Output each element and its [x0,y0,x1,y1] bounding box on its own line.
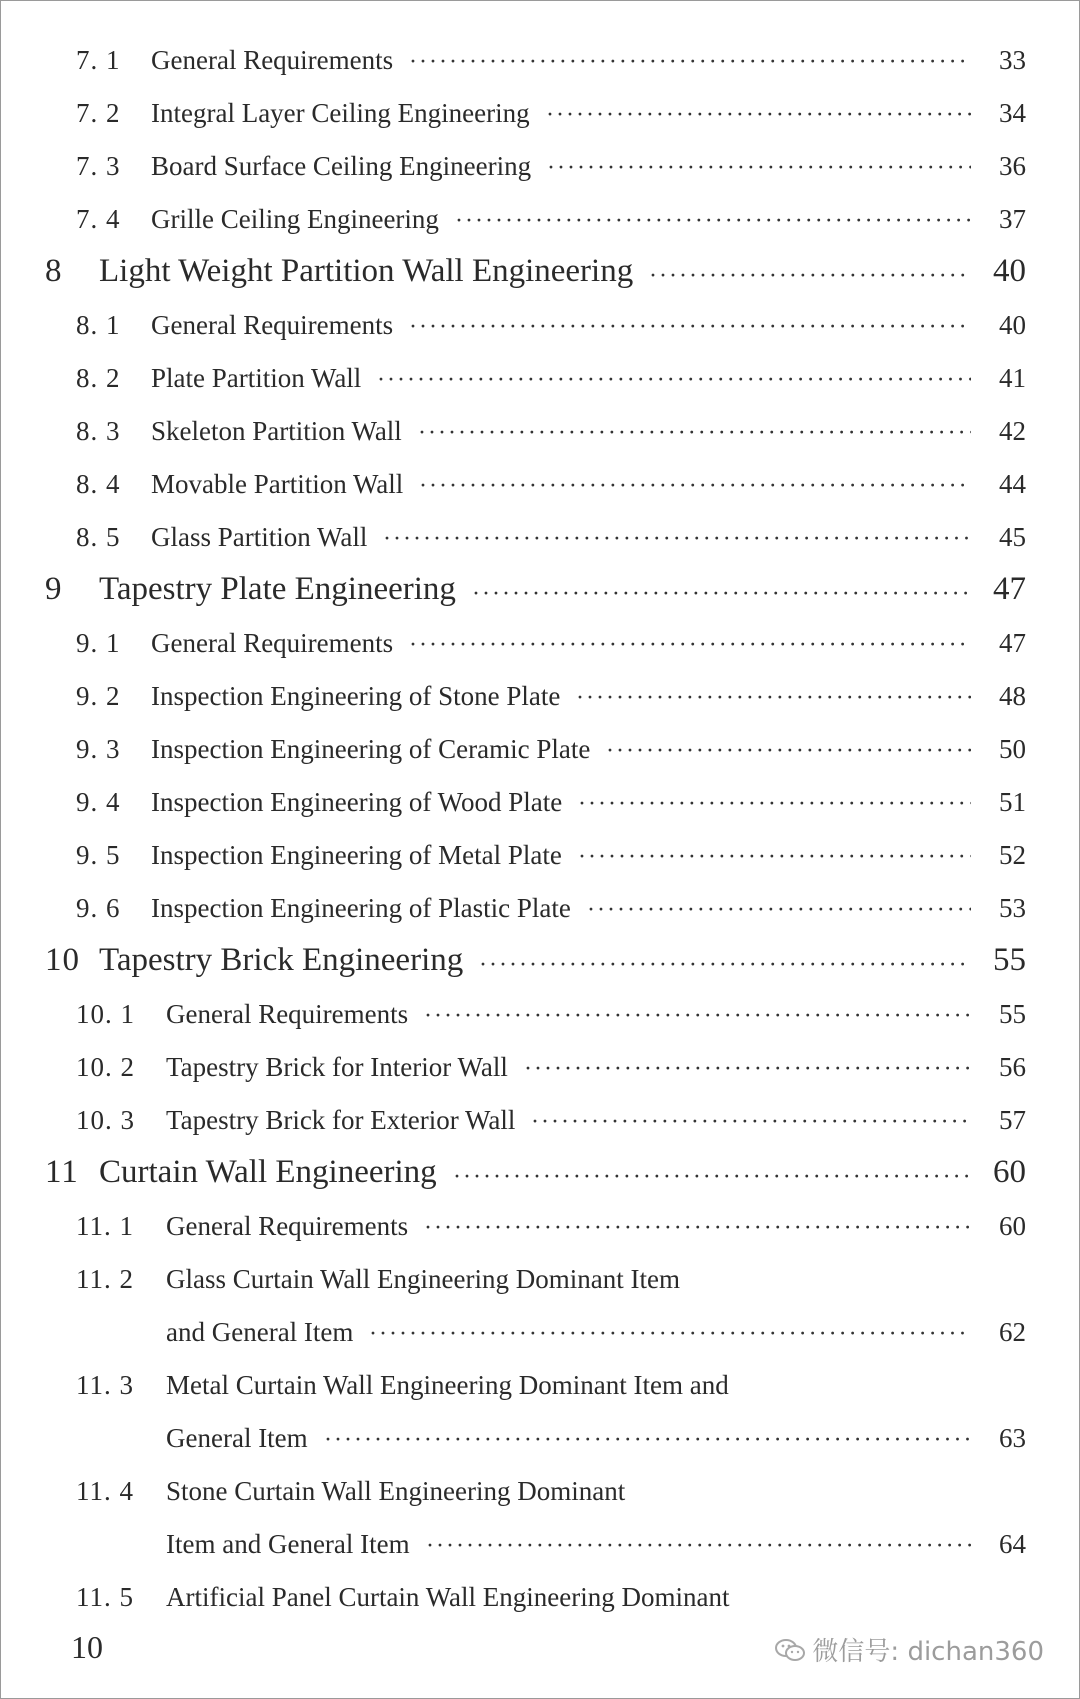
dot-leader [479,952,971,979]
toc-entry-page: 55 [993,942,1026,978]
toc-entry-page: 50 [999,734,1026,764]
dot-leader [472,581,971,608]
toc-entry-page: 52 [999,840,1026,870]
dot-leader [419,473,971,500]
toc-section-entry-continuation[interactable] [1,1419,1080,1472]
dot-leader [409,314,971,341]
toc-entry-title: Movable Partition Wall [151,469,404,499]
toc-entry-page: 41 [999,363,1026,393]
dot-leader [377,367,971,394]
toc-entry-number: 7. 2 [76,98,121,128]
toc-entry-page: 55 [999,999,1026,1029]
toc-entry-page: 63 [999,1423,1026,1453]
toc-section-entry[interactable] [1,359,1080,412]
toc-entry-number: 10. 3 [76,1105,135,1135]
toc-entry-number: 8. 5 [76,522,121,552]
wechat-icon [774,1637,806,1663]
dot-leader [531,1109,971,1136]
dot-leader [453,1164,971,1191]
toc-section-entry[interactable] [1,1207,1080,1260]
toc-chapter-entry[interactable] [1,571,1080,624]
toc-entry-title: Inspection Engineering of Wood Plate [151,787,563,817]
toc-entry-number: 7. 1 [76,45,121,75]
toc-entry-page: 47 [993,571,1026,607]
toc-section-entry[interactable] [1,518,1080,571]
toc-entry-page: 53 [999,893,1026,923]
toc-entry-title: Artificial Panel Curtain Wall Engineering Dominant [166,1582,730,1612]
toc-entry-title: Metal Curtain Wall Engineering Dominant Item and [166,1370,729,1400]
toc-entry-number: 8 [45,253,63,289]
toc-entry-page: 62 [999,1317,1026,1347]
dot-leader [418,420,971,447]
toc-entry-number: 11. 1 [76,1211,134,1241]
toc-section-entry[interactable] [1,836,1080,889]
table-of-contents [1,41,1080,1631]
toc-entry-number: 11. 5 [76,1582,134,1612]
toc-section-entry[interactable] [1,306,1080,359]
toc-entry-title-continued: General Item [166,1423,308,1453]
toc-entry-page: 60 [999,1211,1026,1241]
toc-entry-number: 9. 5 [76,840,121,870]
toc-entry-title: Skeleton Partition Wall [151,416,402,446]
toc-section-entry[interactable] [1,200,1080,253]
toc-chapter-entry[interactable] [1,942,1080,995]
toc-entry-page: 42 [999,416,1026,446]
toc-entry-title: General Requirements [166,1211,409,1241]
dot-leader [606,738,971,765]
toc-entry-page: 64 [999,1529,1026,1559]
page-number: 10 [71,1629,103,1665]
toc-section-entry[interactable] [1,1578,1080,1631]
toc-entry-number: 9. 3 [76,734,121,764]
dot-leader [409,49,971,76]
toc-section-entry[interactable] [1,995,1080,1048]
toc-section-entry[interactable] [1,465,1080,518]
toc-entry-page: 47 [999,628,1026,658]
toc-entry-title: General Requirements [166,999,409,1029]
dot-leader [369,1321,971,1348]
toc-entry-title: Integral Layer Ceiling Engineering [151,98,530,128]
toc-entry-number: 11. 4 [76,1476,134,1506]
toc-entry-page: 40 [999,310,1026,340]
dot-leader [587,897,971,924]
toc-entry-number: 8. 1 [76,310,121,340]
dot-leader [649,263,971,290]
toc-entry-title: Plate Partition Wall [151,363,362,393]
dot-leader [547,155,971,182]
toc-entry-number: 10. 1 [76,999,135,1029]
toc-entry-number: 10 [45,942,80,978]
dot-leader [578,844,971,871]
toc-entry-number: 8. 4 [76,469,121,499]
toc-section-entry-continuation[interactable] [1,1525,1080,1578]
watermark-text: 微信号: dichan360 [812,1637,1044,1667]
toc-entry-page: 45 [999,522,1026,552]
toc-entry-title: Grille Ceiling Engineering [151,204,439,234]
toc-entry-page: 33 [999,45,1026,75]
toc-entry-number: 7. 4 [76,204,121,234]
toc-section-entry[interactable] [1,889,1080,942]
toc-entry-number: 8. 3 [76,416,121,446]
toc-section-entry[interactable] [1,94,1080,147]
toc-section-entry[interactable] [1,1260,1080,1313]
dot-leader [424,1003,971,1030]
toc-entry-number: 10. 2 [76,1052,135,1082]
toc-entry-title: Inspection Engineering of Stone Plate [151,681,561,711]
toc-chapter-entry[interactable] [1,253,1080,306]
toc-entry-page: 34 [999,98,1026,128]
toc-entry-page: 56 [999,1052,1026,1082]
toc-section-entry[interactable] [1,624,1080,677]
dot-leader [383,526,971,553]
toc-entry-page: 37 [999,204,1026,234]
toc-entry-number: 11. 3 [76,1370,134,1400]
toc-entry-title: Board Surface Ceiling Engineering [151,151,532,181]
toc-entry-title: General Requirements [151,310,394,340]
toc-entry-title: Glass Partition Wall [151,522,368,552]
toc-entry-number: 9. 1 [76,628,121,658]
toc-entry-title: Light Weight Partition Wall Engineering [99,253,634,289]
toc-entry-number: 11. 2 [76,1264,134,1294]
toc-entry-page: 51 [999,787,1026,817]
toc-entry-title: General Requirements [151,628,394,658]
toc-chapter-entry[interactable] [1,1154,1080,1207]
dot-leader [546,102,971,129]
toc-entry-title-continued: Item and General Item [166,1529,410,1559]
toc-entry-title-continued: and General Item [166,1317,354,1347]
toc-entry-number: 9. 4 [76,787,121,817]
watermark [774,1631,1044,1668]
toc-entry-title: Stone Curtain Wall Engineering Dominant [166,1476,626,1506]
dot-leader [578,791,971,818]
toc-section-entry[interactable] [1,41,1080,94]
toc-section-entry[interactable] [1,147,1080,200]
toc-entry-number: 9. 6 [76,893,121,923]
toc-entry-number: 9. 2 [76,681,121,711]
toc-entry-number: 7. 3 [76,151,121,181]
toc-entry-page: 36 [999,151,1026,181]
toc-entry-number: 8. 2 [76,363,121,393]
dot-leader [576,685,971,712]
toc-entry-title: Tapestry Brick for Interior Wall [166,1052,508,1082]
toc-entry-title: Curtain Wall Engineering [99,1154,437,1190]
toc-entry-page: 60 [993,1154,1026,1190]
toc-entry-title: General Requirements [151,45,394,75]
dot-leader [409,632,971,659]
toc-section-entry[interactable] [1,677,1080,730]
toc-section-entry-continuation[interactable] [1,1313,1080,1366]
toc-entry-page: 57 [999,1105,1026,1135]
toc-entry-title: Tapestry Plate Engineering [99,571,456,607]
toc-entry-title: Tapestry Brick for Exterior Wall [166,1105,516,1135]
toc-entry-title: Glass Curtain Wall Engineering Dominant Item [166,1264,680,1294]
toc-entry-title: Inspection Engineering of Ceramic Plate [151,734,591,764]
toc-section-entry[interactable] [1,1101,1080,1154]
toc-entry-title: Inspection Engineering of Plastic Plate [151,893,571,923]
dot-leader [324,1427,971,1454]
toc-section-entry[interactable] [1,783,1080,836]
toc-entry-page: 48 [999,681,1026,711]
toc-entry-number: 11 [45,1154,79,1190]
toc-entry-title: Inspection Engineering of Metal Plate [151,840,562,870]
toc-entry-number: 9 [45,571,63,607]
toc-entry-page: 44 [999,469,1026,499]
dot-leader [455,208,971,235]
dot-leader [524,1056,971,1083]
toc-section-entry[interactable] [1,1472,1080,1525]
toc-section-entry[interactable] [1,1366,1080,1419]
dot-leader [426,1533,971,1560]
toc-section-entry[interactable] [1,730,1080,783]
toc-section-entry[interactable] [1,1048,1080,1101]
dot-leader [424,1215,971,1242]
toc-entry-page: 40 [993,253,1026,289]
toc-entry-title: Tapestry Brick Engineering [99,942,464,978]
toc-section-entry[interactable] [1,412,1080,465]
